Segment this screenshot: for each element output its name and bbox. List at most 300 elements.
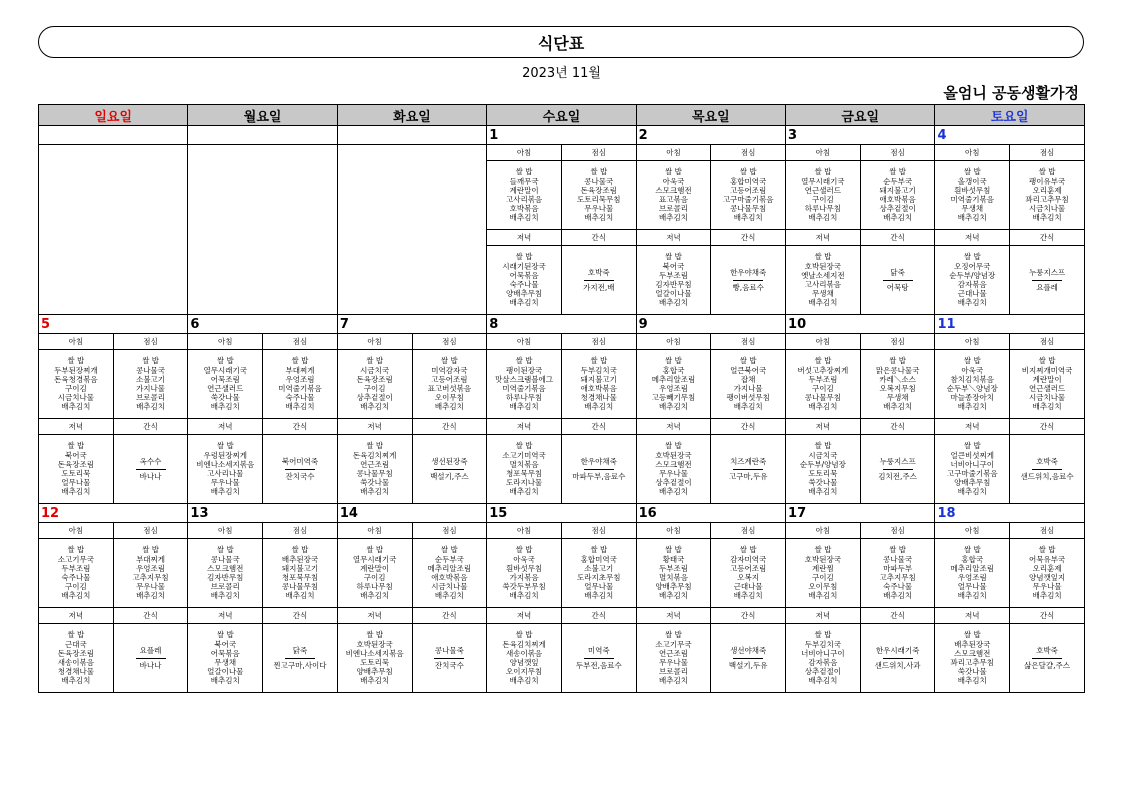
dish-item: 양배추무침 [505,289,543,299]
dish-item: 쌀 밥 [814,545,832,555]
dish-item: 양배추무침 [356,667,393,677]
dish-item: 배추김치 [658,676,688,686]
lunch-menu [113,539,188,608]
dish-item: 배추김치 [733,591,763,601]
dish-item: 시래기된장국 [502,261,546,271]
dish-item: 팽이버섯무침 [726,393,770,403]
day-header-thu: 목요일 [636,105,785,126]
lunch-menu [412,350,487,419]
date-cell-empty [188,126,337,145]
snack-menu [1010,624,1085,693]
dish-item: 두부김치국 [580,365,617,375]
label-dinner: 저녁 [935,419,1010,435]
snack-item: 콩나물죽 [434,646,464,656]
snack-item: 백설기,주스 [430,471,469,481]
dish-item: 배추김치 [61,676,91,686]
dish-item: 돈육장조림 [580,185,617,195]
dish-item: 쌀 밥 [665,356,682,366]
dish-item: 배추김치 [658,213,688,223]
dish-item: 옛날소세지전 [801,270,845,280]
snack-item: 닭죽 [890,268,905,278]
dish-item: 배추김치 [61,402,91,412]
dish-item: 잡채 [740,374,756,384]
dish-item: 배추김치 [883,591,913,601]
snack-divider [434,658,464,659]
snack-divider [1032,469,1062,470]
dish-item: 돈육김치찌게 [502,639,546,649]
dish-item: 어묵유부국 [1028,554,1066,564]
dish-item: 상추겉절이 [655,478,692,488]
calendar-row [39,126,1085,145]
label-dinner: 저녁 [337,419,412,435]
dish-item: 돈육김치찌게 [352,450,397,460]
label-dinner: 저녁 [188,419,263,435]
lunch-menu [1010,161,1085,230]
snack-divider [285,469,315,470]
snack-item: 두부전,음료수 [575,660,622,670]
dish-item: 계란말이 [360,563,390,573]
label-dinner: 저녁 [935,230,1010,246]
date-number: 3 [786,126,935,145]
snack-menu [113,435,188,504]
label-snack: 간식 [711,419,786,435]
dish-item: 배추김치 [434,591,464,601]
dish-item: 배추김치 [285,591,315,601]
dish-item: 구이김 [64,582,87,592]
dish-item: 배추김치 [584,591,614,601]
label-breakfast: 아침 [487,334,562,350]
label-breakfast: 아침 [636,334,711,350]
dish-item: 쌀 밥 [440,356,458,366]
calendar-row [39,504,1085,523]
lunch-menu [561,350,636,419]
dish-item: 배추김치 [61,487,91,497]
lunch-menu [860,350,935,419]
dish-item: 새송이볶음 [57,658,94,667]
snack-item: 옥수수 [139,457,162,467]
dish-item: 배추김치 [957,487,987,497]
dish-item: 두부조림 [61,563,91,573]
date-number: 6 [188,315,337,334]
dish-item: 열무시래기국 [203,365,247,375]
dish-item: 돈육청경볶음 [54,374,98,384]
snack-item: 찐고구마,사이다 [273,660,327,670]
dish-item: 청포묵무침 [281,573,319,582]
label-dinner: 저녁 [487,230,562,246]
label-breakfast: 아침 [786,145,861,161]
dish-item: 배추김치 [360,591,390,601]
snack-item: 요플레 [139,646,162,656]
dinner-menu [935,624,1010,693]
label-lunch: 점심 [1010,523,1085,539]
page-title [38,26,1084,58]
label-breakfast: 아침 [636,145,711,161]
dish-item: 배추된장국 [281,554,319,564]
breakfast-menu [935,539,1010,608]
label-breakfast: 아침 [487,523,562,539]
dish-item: 맛살스크램블에그 [495,374,554,384]
dish-item: 배추김치 [434,402,464,412]
dish-item: 양념깻잎 [509,658,539,667]
dish-item: 양념깻잎지 [1028,573,1066,582]
dish-item: 콩나물무침 [730,204,767,214]
dish-item: 고등빼기무침 [651,393,696,403]
dish-item: 오리훈제 [1032,185,1062,195]
date-number: 9 [636,315,785,334]
dish-item: 무우나물 [1032,582,1062,592]
dish-item: 배추김치 [509,402,539,412]
dish-item: 아욱국 [513,554,535,564]
lunch-menu [711,161,786,230]
dish-item: 쌀 밥 [590,356,608,366]
date-number: 17 [786,504,935,523]
snack-divider [733,658,763,659]
dish-item: 근대나물 [957,289,987,299]
dish-item: 쌀 밥 [142,545,159,555]
dish-item: 상추겉절이 [879,204,916,214]
dish-item: 배추김치 [658,298,688,308]
dish-item: 배추김치 [733,213,763,223]
dish-item: 두부조림 [658,270,688,280]
dish-item: 김자반무침 [207,573,244,582]
label-dinner: 저녁 [935,608,1010,624]
dish-item: 배추김치 [285,402,315,412]
dish-item: 쑥갓나물 [808,478,838,488]
dish-item: 고구마줄기볶음 [946,469,998,478]
dish-item: 오이무침 [434,393,464,403]
dish-item: 마파두부 [883,563,913,573]
dish-item: 카레＼소스 [879,374,916,384]
dish-item: 홍합미역국 [580,554,617,564]
dish-item: 두부조림 [658,563,688,573]
snack-item: 생선된장죽 [431,457,468,467]
label-lunch: 점심 [860,145,935,161]
dinner-menu [487,435,562,504]
snack-divider [1032,280,1062,281]
day-header-mon: 월요일 [188,105,337,126]
breakfast-menu [786,539,861,608]
dish-item: 배추김치 [808,402,838,412]
dish-item: 구이김 [812,195,834,204]
dish-item: 배추김치 [136,402,166,412]
dish-item: 쌀 밥 [216,630,234,640]
dish-item: 어묵조림 [210,374,240,384]
dish-item: 순두부/양념장 [949,270,996,280]
dish-item: 꽈리고추무침 [1025,195,1069,204]
label-lunch: 점심 [113,523,188,539]
dish-item: 배추김치 [210,676,240,686]
dish-item: 배추김치 [136,591,166,601]
snack-item: 백설기,두유 [728,660,768,670]
snack-item: 마파두부,음료수 [572,471,626,481]
dish-item: 쌀 밥 [515,167,533,177]
snack-item: 바나나 [139,471,162,481]
snack-divider [584,280,614,281]
dish-item: 부대찌게 [285,365,315,375]
date-number: 12 [39,504,188,523]
dish-item: 배추김치 [360,402,390,412]
dish-item: 감자볶음 [957,280,987,289]
dish-item: 무생채 [214,658,237,667]
snack-menu [561,624,636,693]
dish-item: 쌀 밥 [216,545,234,555]
dinner-menu [636,246,711,315]
dish-item: 고등어조림 [730,563,767,573]
dish-item: 연근샐러드 [207,384,244,393]
dish-item: 황태국 [662,554,685,564]
snack-menu [860,435,935,504]
dish-item: 우엉조림 [285,374,315,384]
label-dinner: 저녁 [786,230,861,246]
meal-calendar [38,104,1085,693]
dish-item: 호박된장국 [804,554,841,564]
dish-item: 감자미역국 [730,554,767,564]
dish-item: 배추김치 [658,487,688,497]
dish-item: 연근샐러드 [804,185,841,195]
dish-item: 돈육장조림 [356,374,393,384]
breakfast-menu [636,350,711,419]
lunch-menu [1010,350,1085,419]
dish-item: 오복지 [737,573,760,582]
dinner-menu [786,624,861,693]
dish-item: 미역줄기볶음 [278,384,322,393]
dish-item: 배추김치 [509,676,539,686]
calendar-row [39,145,1085,161]
dish-item: 쌀 밥 [963,252,981,262]
dish-item: 쌀 밥 [515,356,533,366]
snack-item: 삶은달걀,주스 [1024,660,1070,670]
dish-item: 쑥갓두부무침 [502,582,546,592]
title-text: 식단표 [537,33,585,53]
dish-item: 쌀 밥 [590,545,608,555]
dish-item: 소고기미역국 [502,450,546,460]
dish-item: 북어국 [214,639,237,649]
dish-item: 상추겉절이 [356,393,393,403]
dish-item: 호박볶음 [509,204,539,214]
dish-item: 멸치볶음 [509,459,539,469]
dish-item: 두부조림 [808,374,838,384]
label-snack: 간식 [561,419,636,435]
label-lunch: 점심 [412,523,487,539]
dish-item: 쌀 밥 [665,630,682,640]
lunch-menu [1010,539,1085,608]
snack-menu [412,435,487,504]
dish-item: 스모크햄전 [655,459,692,469]
dish-item: 오이지무침 [505,667,543,677]
dish-item: 고사리나물 [207,469,244,478]
dish-item: 가지볶음 [509,573,539,582]
snack-item: 누룽지스프 [1028,268,1066,278]
dish-item: 배추김치 [210,487,240,497]
dish-item: 얼큰북어국 [730,365,767,375]
date-number: 16 [636,504,785,523]
dish-item: 콩나물무침 [804,393,841,403]
dish-item: 도토리묵 [360,658,390,667]
dish-item: 도토리묵 [61,469,91,478]
label-breakfast: 아침 [337,334,412,350]
dish-item: 미역줄기볶음 [950,195,995,204]
dish-item: 쌀 밥 [963,441,981,451]
snack-item: 고구마,두유 [728,471,768,481]
date-number: 13 [188,504,337,523]
date-cell-empty [337,126,486,145]
dish-item: 얼갈이나물 [207,667,244,677]
dish-item: 근대나물 [733,582,763,592]
snack-menu [113,624,188,693]
dish-item: 숙주나물 [285,393,315,403]
dish-item: 쌀 밥 [963,167,981,177]
snack-item: 한우시래기죽 [875,646,920,656]
label-snack: 간식 [860,230,935,246]
dish-item: 우엉조림 [658,384,688,393]
dish-item: 쌀 밥 [665,252,682,262]
dish-item: 고추지무침 [132,573,169,582]
dish-item: 쌀 밥 [814,441,832,451]
snack-menu [412,624,487,693]
dish-item: 계란말이 [1032,374,1062,384]
label-snack: 간식 [860,419,935,435]
snack-menu [711,246,786,315]
dinner-menu [935,246,1010,315]
dish-item: 배추된장국 [954,639,991,649]
dinner-menu [487,246,562,315]
dish-item: 쑥갓나물 [360,478,390,488]
dish-item: 배추김치 [883,213,913,223]
dish-item: 배추김치 [509,487,539,497]
dish-item: 참치김치볶음 [950,374,995,384]
dish-item: 홍합국 [961,554,984,564]
dish-item: 소고기무국 [655,639,692,649]
dish-item: 비엔나소세지볶음 [345,648,404,658]
dish-item: 구이김 [812,573,834,582]
dish-item: 시금치나물 [1028,393,1066,403]
snack-divider [883,469,913,470]
day-header-tue: 화요일 [337,105,486,126]
dish-item: 두부김치국 [804,639,841,649]
breakfast-menu [188,539,263,608]
snack-divider [434,469,464,470]
dish-item: 호박된장국 [356,639,393,649]
dish-item: 애호박볶음 [431,573,468,582]
snack-menu [711,435,786,504]
dish-item: 흰바섯무침 [954,185,991,195]
label-breakfast: 아침 [935,145,1010,161]
calendar-row [39,539,1085,608]
dish-item: 쑥갓나물 [210,393,240,403]
date-number: 10 [786,315,935,334]
dinner-menu [188,435,263,504]
dish-item: 순두부국 [883,176,913,186]
dish-item: 우엉조림 [957,573,987,582]
dish-item: 얼무나물 [957,582,987,592]
lunch-menu [412,539,487,608]
dish-item: 쌀 밥 [440,545,458,555]
calendar-row [39,624,1085,693]
label-dinner: 저녁 [636,230,711,246]
dish-item: 너비아니구이 [801,648,845,658]
dish-item: 고추지무침 [879,573,916,582]
label-breakfast: 아침 [188,334,263,350]
dish-item: 애호박볶음 [879,195,916,204]
label-lunch: 점심 [860,523,935,539]
snack-item: 어묵탕 [886,282,909,292]
dish-item: 배추김치 [61,591,91,601]
label-snack: 간식 [860,608,935,624]
snack-menu [1010,246,1085,315]
label-breakfast: 아침 [935,523,1010,539]
dish-item: 우렁된장찌게 [203,450,247,460]
snack-item: 김치전,주스 [878,471,917,481]
label-breakfast: 아침 [786,523,861,539]
label-lunch: 점심 [1010,334,1085,350]
dish-item: 아욱국 [662,176,685,186]
snack-divider [584,469,614,470]
breakfast-menu [487,350,562,419]
label-snack: 간식 [412,608,487,624]
dish-item: 무우나물 [136,582,166,592]
snack-divider [285,658,315,659]
dish-item: 돼지불고기 [281,563,319,573]
dish-item: 시금치나물 [431,582,468,592]
snack-item: 생선야채죽 [730,646,767,656]
snack-divider [883,280,913,281]
dish-item: 배추김치 [808,487,838,497]
dish-item: 얼무나물 [61,478,91,488]
dish-item: 무우나물 [658,469,688,478]
dish-item: 미역감자국 [431,365,468,375]
dish-item: 배추김치 [1032,591,1062,601]
snack-menu [263,435,338,504]
dish-item: 쌀 밥 [739,356,757,366]
label-dinner: 저녁 [39,419,114,435]
calendar-row [39,523,1085,539]
dish-item: 북어국 [662,261,685,271]
dish-item: 쌀 밥 [889,167,907,177]
dish-item: 쌀 밥 [216,441,234,451]
dish-item: 미역줄기볶음 [502,384,546,393]
breakfast-menu [337,350,412,419]
breakfast-menu [935,350,1010,419]
dish-item: 계란찜 [812,563,834,573]
label-snack: 간식 [711,608,786,624]
dish-item: 쌀 밥 [814,356,832,366]
dish-item: 브로콜리 [658,667,688,677]
snack-item: 샌드위치,음료수 [1020,471,1074,481]
label-breakfast: 아침 [337,523,412,539]
dish-item: 애호박볶음 [580,384,617,393]
lunch-menu [711,350,786,419]
dish-item: 감자볶음 [808,658,838,667]
dish-item: 도토리묵 [808,469,838,478]
date-number: 11 [935,315,1085,334]
breakfast-menu [636,539,711,608]
dish-item: 무생채 [961,204,984,214]
dish-item: 가지나물 [733,384,763,393]
dish-item: 스모크햄전 [207,563,244,573]
snack-item: 호박죽 [1036,457,1058,467]
label-breakfast: 아침 [786,334,861,350]
date-number: 4 [935,126,1085,145]
dish-item: 배추김치 [509,298,539,308]
dish-item: 아욱국 [961,365,984,375]
dish-item: 콩나물국 [584,176,614,186]
dish-item: 쌀 밥 [515,545,533,555]
dish-item: 홍합미역국 [730,176,767,186]
lunch-menu [860,539,935,608]
label-snack: 간식 [711,230,786,246]
date-number: 7 [337,315,486,334]
dish-item: 쌀 밥 [67,441,85,451]
